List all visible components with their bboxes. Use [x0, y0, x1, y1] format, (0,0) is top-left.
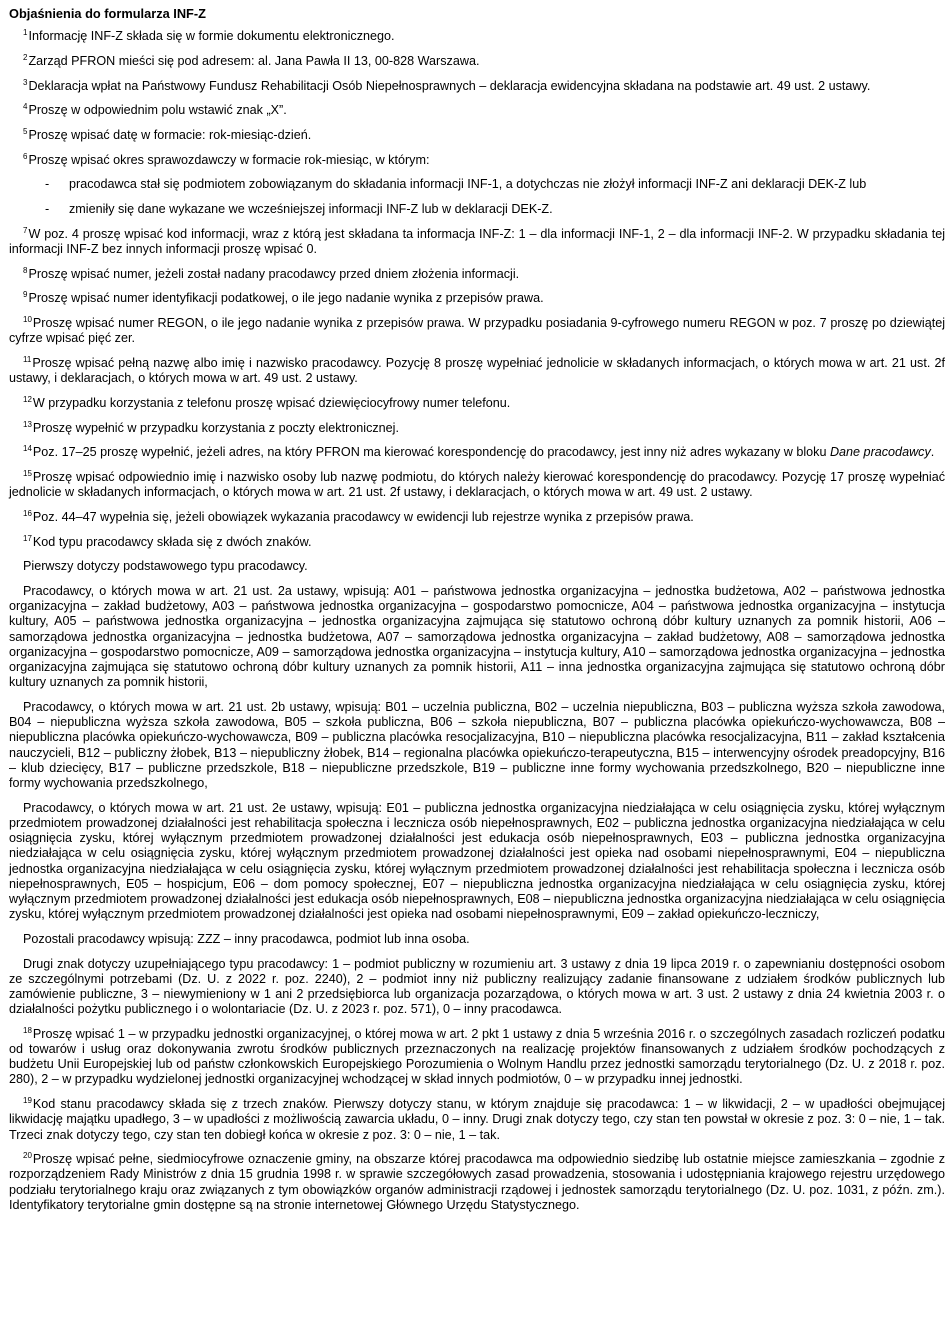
- footnote-number: 1: [23, 28, 28, 38]
- footnote-19: [9, 1097, 945, 1143]
- bullet-item: [9, 202, 945, 217]
- footnote-text: Proszę wpisać datę w formacie: rok-miesiąc-dzień.: [28, 128, 312, 143]
- paragraph-codes-b: Pracodawcy, o których mowa w art. 21 ust. 2b ustawy, wpisują: B01 – uczelnia publiczna, B02 – uczelnia niepubliczna, B03 – publiczna wyższa szkoła zawodowa, B04 – niepubliczna wyższa szkoła zawodowa, B05 – szkoła publiczna, B06 – szkoła niepubliczna, B07 – publiczna placówka opiekuńczo-wychowawcza, B08 – niepubliczna placówka opiekuńczo-wychowawcza, B09 – publiczna placówka resocjalizacyjna, B10 – niepubliczna placówka resocjalizacyjna, B11 – zakład kształcenia nauczycieli, B12 – publiczny żłobek, B13 – niepubliczny żłobek, B14 – regionalna placówka opiekuńczo-terapeutyczna, B15 – interwencyjny ośrodek preadopcyjny, B16 – klub dziecięcy, B17 – publiczne przedszkole, B18 – niepubliczne przedszkole, B19 – publiczne inne formy wychowania przedszkolnego, B20 – niepubliczne inne formy wychowania przedszkolnego,: [9, 700, 945, 791]
- footnote-number: 12: [23, 394, 32, 404]
- footnote-number: 13: [23, 419, 32, 429]
- footnote-text: Proszę wpisać numer REGON, o ile jego nadanie wynika z przepisów prawa. W przypadku posiadania 9-cyfrowego numeru REGON w poz. 7 proszę po dziewiątej cyfrze wpisać pięć zer.: [9, 316, 945, 346]
- page-title: Objaśnienia do formularza INF-Z: [9, 6, 206, 21]
- footnote-number: 9: [23, 290, 28, 300]
- footnote-16: [9, 510, 945, 525]
- footnote-number: 15: [23, 469, 32, 479]
- footnote-4: [9, 103, 945, 118]
- footnote-20: [9, 1152, 945, 1213]
- footnote-7: [9, 227, 945, 257]
- footnote-18: [9, 1027, 945, 1088]
- footnote-8: [9, 267, 945, 282]
- footnote-number: 19: [23, 1096, 32, 1106]
- paragraph-codes-zzz: Pozostali pracodawcy wpisują: ZZZ – inny pracodawca, podmiot lub inna osoba.: [23, 931, 470, 946]
- paragraph-codes-a: Pracodawcy, o których mowa w art. 21 ust. 2a ustawy, wpisują: A01 – państwowa jednostka organizacyjna – jednostka budżetowa, A02 – państwowa jednostka organizacyjna – zakład budżetowy, A03 – państwowa jednostka organizacyjna – gospodarstwo pomocnicze, A04 – państwowa jednostka organizacyjna – instytucja kultury, A05 – państwowa jednostka organizacyjna – jednostka organizacyjna zajmująca się statutowo ochroną dóbr kultury uznanych za pomnik historii, A06 – samorządowa jednostka organizacyjna – jednostka budżetowa, A07 – samorządowa jednostka organizacyjna – zakład budżetowy, A08 – samorządowa jednostka organizacyjna – gospodarstwo pomocnicze, A09 – samorządowa jednostka organizacyjna – instytucja kultury, A10 – samorządowa jednostka organizacyjna – jednostka organizacyjna zajmująca się statutowo ochroną dóbr kultury uznanych za pomnik historii, A11 – inna jednostka organizacyjna zajmująca się statutowo ochroną dóbr kultury uznanych za pomnik historii,: [9, 584, 945, 690]
- footnote-number: 5: [23, 127, 28, 137]
- footnote-text: Proszę wpisać numer, jeżeli został nadany pracodawcy przed dniem złożenia informacji.: [28, 266, 520, 281]
- bullet-dash: -: [45, 202, 50, 217]
- bullet-text: pracodawca stał się podmiotem zobowiązanym do składania informacji INF-1, a dotychczas nie złożył informacji INF-Z ani deklaracji DEK-Z lub: [69, 177, 867, 192]
- footnote-number: 14: [23, 444, 32, 454]
- footnote-text: Proszę wypełnić w przypadku korzystania z poczty elektronicznej.: [32, 420, 399, 435]
- footnote-number: 3: [23, 77, 28, 87]
- footnote-text: Kod typu pracodawcy składa się z dwóch znaków.: [32, 534, 312, 549]
- footnote-11: [9, 356, 945, 386]
- footnote-number: 17: [23, 533, 32, 543]
- footnote-number: 16: [23, 508, 32, 518]
- footnote-17: [9, 535, 945, 550]
- footnote-text: Proszę wpisać numer identyfikacji podatkowej, o ile jego nadanie wynika z przepisów prawa.: [28, 291, 544, 306]
- footnote-text: W poz. 4 proszę wpisać kod informacji, wraz z którą jest składana ta informacja INF-Z: 1 – dla informacji INF-1, 2 – dla informacji INF-2. W przypadku składania tej informacji INF-Z bez innych informacji proszę wpisać 0.: [9, 226, 945, 257]
- footnote-5: [9, 128, 945, 143]
- footnote-13: [9, 421, 945, 436]
- bullet-text: zmieniły się dane wykazane we wcześniejszej informacji INF-Z lub w deklaracji DEK-Z.: [69, 202, 553, 217]
- footnote-number: 6: [23, 151, 28, 161]
- footnote-text: Proszę wpisać odpowiednio imię i nazwisko osoby lub nazwę podmiotu, do których należy kierować korespondencję do pracodawcy. Pozycję 17 proszę wypełniać jednolicie w składanych informacjach, o których mowa w art. 21 ust. 2f ustawy, i deklaracjach, o których mowa w art. 49 ust. 2 ustawy.: [9, 470, 945, 500]
- footnote-text: Proszę wpisać 1 – w przypadku jednostki organizacyjnej, o której mowa w art. 2 pkt 1 ustawy z dnia 5 września 2016 r. o szczególnych zasadach rozliczeń podatku od towarów i usług oraz dokonywania zwrotu środków publicznych przeznaczonych na realizację projektów finansowanych z udziałem środków pochodzących z budżetu Unii Europejskiej lub od państw członkowskich Europejskiego Porozumienia o Wolnym Handlu przez jednostki samorządu terytorialnego (Dz. U. z 2018 r. poz. 280), 2 – w przypadku wydzielonej jednostki organizacyjnej wchodzącej w skład innych podmiotów, 0 – w przypadku innej jednostki.: [9, 1026, 945, 1087]
- footnote-number: 20: [23, 1151, 32, 1161]
- footnote-10: [9, 316, 945, 346]
- footnote-number: 18: [23, 1025, 32, 1035]
- footnote-text: Deklaracja wpłat na Państwowy Fundusz Rehabilitacji Osób Niepełnosprawnych – deklaracja ewidencyjna składana na podstawie art. 49 ust. 2 ustawy.: [28, 78, 871, 93]
- footnote-number: 2: [23, 52, 28, 62]
- footnote-2: [9, 54, 945, 69]
- footnote-14: [9, 445, 945, 460]
- footnote-text: Proszę wpisać pełne, siedmiocyfrowe oznaczenie gminy, na obszarze której pracodawca ma odpowiednio siedzibę lub ostatnie miejsce zamieszkania – zgodnie z rozporządzeniem Rady Ministrów z dnia 15 grudnia 1998 r. w sprawie szczegółowych zasad prowadzenia, stosowania i udostępniania krajowego rejestru urzędowego podziału terytorialnego kraju oraz związanych z tym obowiązków organów administracji rządowej i jednostek samorządu terytorialnego (Dz. U. poz. 1031, z późn. zm.). Identyfikatory terytorialne gmin dostępne są na stronie internetowej Głównego Urzędu Statystycznego.: [9, 1152, 945, 1212]
- paragraph-first-sign: Pierwszy dotyczy podstawowego typu pracodawcy.: [23, 559, 308, 574]
- footnote-text: Informację INF-Z składa się w formie dokumentu elektronicznego.: [28, 29, 395, 44]
- footnote-12: [9, 396, 945, 411]
- footnote-tail: .: [930, 445, 935, 460]
- footnote-italic-text: Dane pracodawcy: [829, 445, 931, 460]
- footnote-text: Proszę wpisać pełną nazwę albo imię i nazwisko pracodawcy. Pozycję 8 proszę wypełniać jednolicie w składanych informacjach, o których mowa w art. 21 ust. 2f ustawy, i deklaracjach, o których mowa w art. 49 ust. 2 ustawy.: [9, 356, 945, 386]
- footnote-text: Zarząd PFRON mieści się pod adresem: al. Jana Pawła II 13, 00-828 Warszawa.: [28, 53, 480, 68]
- footnote-6: [9, 153, 945, 168]
- footnote-text: W przypadku korzystania z telefonu proszę wpisać dziewięciocyfrowy numer telefonu.: [32, 395, 511, 410]
- footnote-text: Poz. 44–47 wypełnia się, jeżeli obowiązek wykazania pracodawcy w ewidencji lub rejestrze wynika z przepisów prawa.: [32, 509, 694, 524]
- footnote-3: [9, 79, 945, 94]
- footnote-number: 11: [23, 355, 32, 365]
- footnote-text: Proszę w odpowiednim polu wstawić znak „X”.: [28, 103, 287, 118]
- footnote-text: Poz. 17–25 proszę wypełnić, jeżeli adres, na który PFRON ma kierować korespondencję do pracodawcy, jest inny niż adres wykazany w bloku: [32, 445, 830, 460]
- footnote-9: [9, 291, 945, 306]
- footnote-number: 4: [23, 102, 28, 112]
- footnote-1: [9, 29, 945, 44]
- footnote-number: 10: [23, 315, 32, 325]
- footnote-number: 8: [23, 265, 28, 275]
- footnote-number: 7: [23, 225, 28, 235]
- bullet-dash: -: [45, 177, 50, 192]
- footnote-text: Proszę wpisać okres sprawozdawczy w formacie rok-miesiąc, w którym:: [28, 152, 430, 167]
- paragraph-second-sign: Drugi znak dotyczy uzupełniającego typu pracodawcy: 1 – podmiot publiczny w rozumieniu art. 3 ustawy z dnia 19 lipca 2019 r. o zapewnianiu dostępności osobom ze szczególnymi potrzebami (Dz. U. z 2022 r. poz. 2240), 2 – podmiot inny niż publiczny realizujący zadanie finansowane z udziałem środków publicznych lub zamówienie publiczne, 3 – niewymieniony w 1 ani 2 przedsiębiorca lub organizacja pozarządowa, o których mowa w art. 3 ust. 2 ustawy z dnia 24 kwietnia 2003 r. o działalności pożytku publicznego i o wolontariacie (Dz. U. z 2023 r. poz. 571), 0 – inny pracodawca.: [9, 956, 945, 1017]
- footnote-text: Kod stanu pracodawcy składa się z trzech znaków. Pierwszy dotyczy stanu, w którym znajduje się pracodawca: 1 – w likwidacji, 2 – w upadłości obejmującej likwidację majątku upadłego, 3 – w upadłości z możliwością zawarcia układu, 0 – inny. Drugi znak dotyczy tego, czy stan ten powstał w okresie z poz. 3: 0 – nie, 1 – tak. Trzeci znak dotyczy tego, czy stan ten dobiegł końca w okresie z poz. 3: 0 – nie, 1 – tak.: [9, 1097, 945, 1142]
- paragraph-codes-e: Pracodawcy, o których mowa w art. 21 ust. 2e ustawy, wpisują: E01 – publiczna jednostka organizacyjna niedziałająca w celu osiągnięcia zysku, której wyłącznym przedmiotem prowadzonej działalności jest rehabilitacja społeczna i lecznicza osób niepełnosprawnych, E02 – publiczna jednostka organizacyjna niedziałająca w celu osiągnięcia zysku, której wyłącznym przedmiotem prowadzonej działalności jest edukacja osób niepełnosprawnych, E03 – publiczna jednostka organizacyjna niedziałająca w celu osiągnięcia zysku, której wyłącznym przedmiotem prowadzonej działalności jest opieka nad osobami niepełnosprawnymi, E04 – niepubliczna jednostka organizacyjna niedziałająca w celu osiągnięcia zysku, której wyłącznym przedmiotem prowadzonej działalności jest rehabilitacja społeczna i lecznicza osób niepełnosprawnych, E05 – hospicjum, E06 – dom pomocy społecznej, E07 – niepubliczna jednostka organizacyjna niedziałająca w celu osiągnięcia zysku, której wyłącznym przedmiotem prowadzonej działalności jest edukacja osób niepełnosprawnych, E08 – niepubliczna jednostka organizacyjna niedziałająca w celu osiągnięcia zysku, której wyłącznym przedmiotem prowadzonej działalności jest opieka nad osobami niepełnosprawnymi, E09 – zakład opiekuńczo-leczniczy,: [9, 800, 945, 922]
- bullet-item: [9, 177, 945, 192]
- footnote-15: [9, 470, 945, 500]
